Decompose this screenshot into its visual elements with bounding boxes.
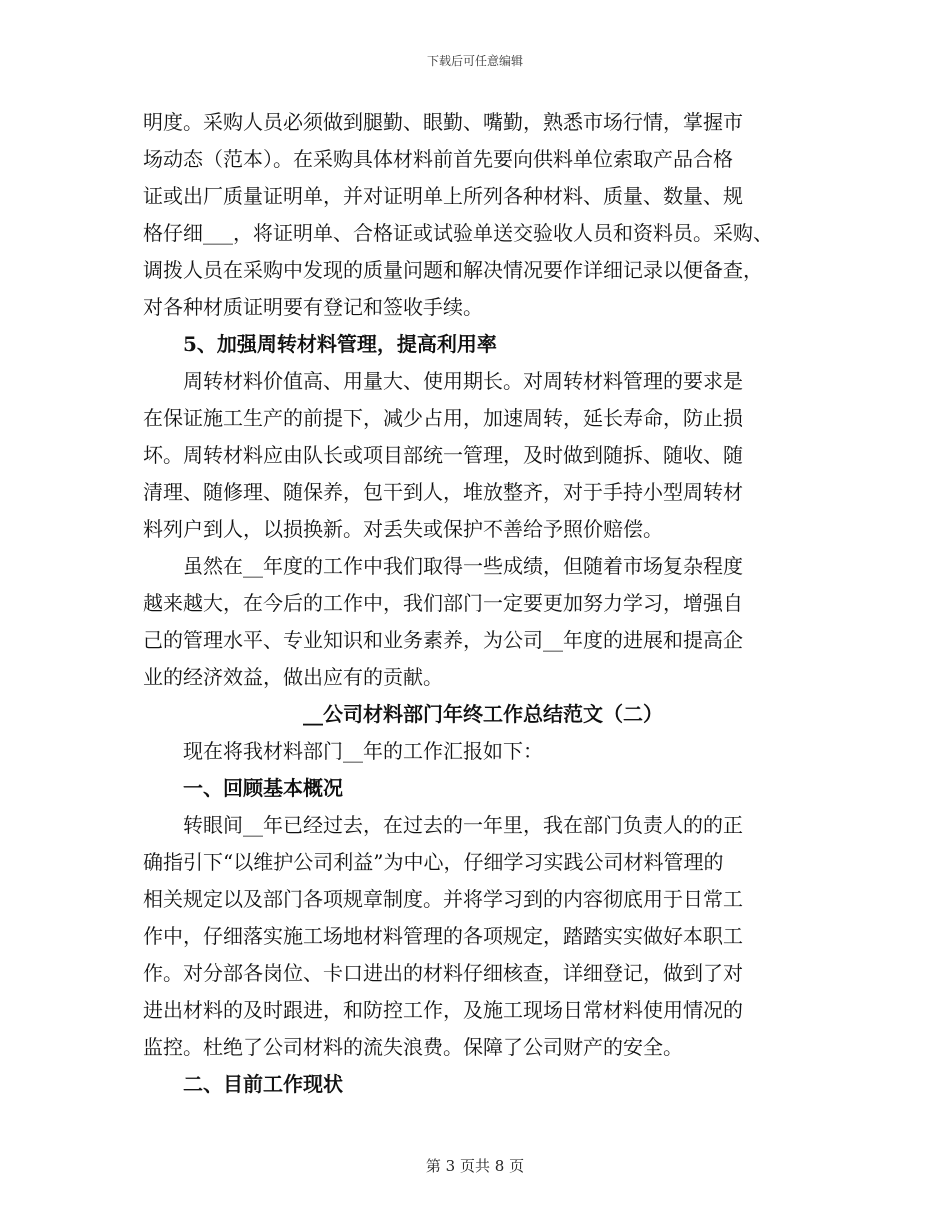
paragraph-line: 监控。杜绝了公司材料的流失浪费。保障了公司财产的安全。	[143, 1035, 683, 1059]
paragraph-line: 坏。周转材料应由队长或项目部统一管理，及时做到随拆、随收、随	[143, 443, 743, 467]
section-heading: __公司材料部门年终工作总结范文（二）	[303, 702, 663, 726]
paragraph-line: 证或出厂质量证明单，并对证明单上所列各种材料、质量、数量、规	[143, 184, 743, 208]
paragraph-line: 清理、随修理、随保养，包干到人，堆放整齐，对于手持小型周转材	[143, 480, 743, 504]
section-heading: 一、回顾基本概况	[183, 776, 343, 800]
document-body	[143, 104, 823, 1103]
paragraph-line: 确指引下“以维护公司利益”为中心，仔细学习实践公司材料管理的	[143, 850, 724, 874]
paragraph-line: 场动态（范本）。在采购具体材料前首先要向供料单位索取产品合格	[143, 147, 733, 171]
paragraph-line: 进出材料的及时跟进，和防控工作，及施工现场日常材料使用情况的	[143, 998, 743, 1022]
paragraph-line: 对各种材质证明要有登记和签收手续。	[143, 295, 483, 319]
paragraph-line: 虽然在__年度的工作中我们取得一些成绩，但随着市场复杂程度	[183, 554, 743, 578]
paragraph-line: 调拨人员在采购中发现的质量问题和解决情况要作详细记录以便备查，	[143, 258, 763, 282]
paragraph-line: 格仔细___，将证明单、合格证或试验单送交验收人员和资料员。采购、	[143, 221, 773, 245]
paragraph-line: 越来越大，在今后的工作中，我们部门一定要更加努力学习，增强自	[143, 591, 743, 615]
section-heading: 5、加强周转材料管理，提高利用率	[183, 332, 497, 356]
section-heading: 二、目前工作现状	[183, 1072, 343, 1096]
paragraph-line: 明度。采购人员必须做到腿勤、眼勤、嘴勤，熟悉市场行情，掌握市	[143, 110, 743, 134]
paragraph-line: 周转材料价值高、用量大、使用期长。对周转材料管理的要求是	[183, 369, 743, 393]
paragraph-line: 料列户到人，以损换新。对丢失或保护不善给予照价赔偿。	[143, 517, 663, 541]
paragraph-line: 业的经济效益，做出应有的贡献。	[143, 665, 443, 689]
paragraph-line: 转眼间__年已经过去，在过去的一年里，我在部门负责人的的正	[183, 813, 743, 837]
page-header: 下载后可任意编辑	[426, 54, 523, 68]
paragraph-line: 作。对分部各岗位、卡口进出的材料仔细核查，详细登记，做到了对	[143, 961, 743, 985]
paragraph-line: 在保证施工生产的前提下，减少占用，加速周转，延长寿命，防止损	[143, 406, 743, 430]
paragraph-line: 相关规定以及部门各项规章制度。并将学习到的内容彻底用于日常工	[143, 887, 743, 911]
paragraph-line: 作中，仔细落实施工场地材料管理的各项规定，踏踏实实做好本职工	[143, 924, 743, 948]
paragraph-line: 现在将我材料部门__年的工作汇报如下：	[183, 739, 543, 763]
page-number: 第 3 页共 8 页	[425, 1157, 525, 1175]
paragraph-line: 己的管理水平、专业知识和业务素养，为公司__年度的进展和提高企	[143, 628, 743, 652]
